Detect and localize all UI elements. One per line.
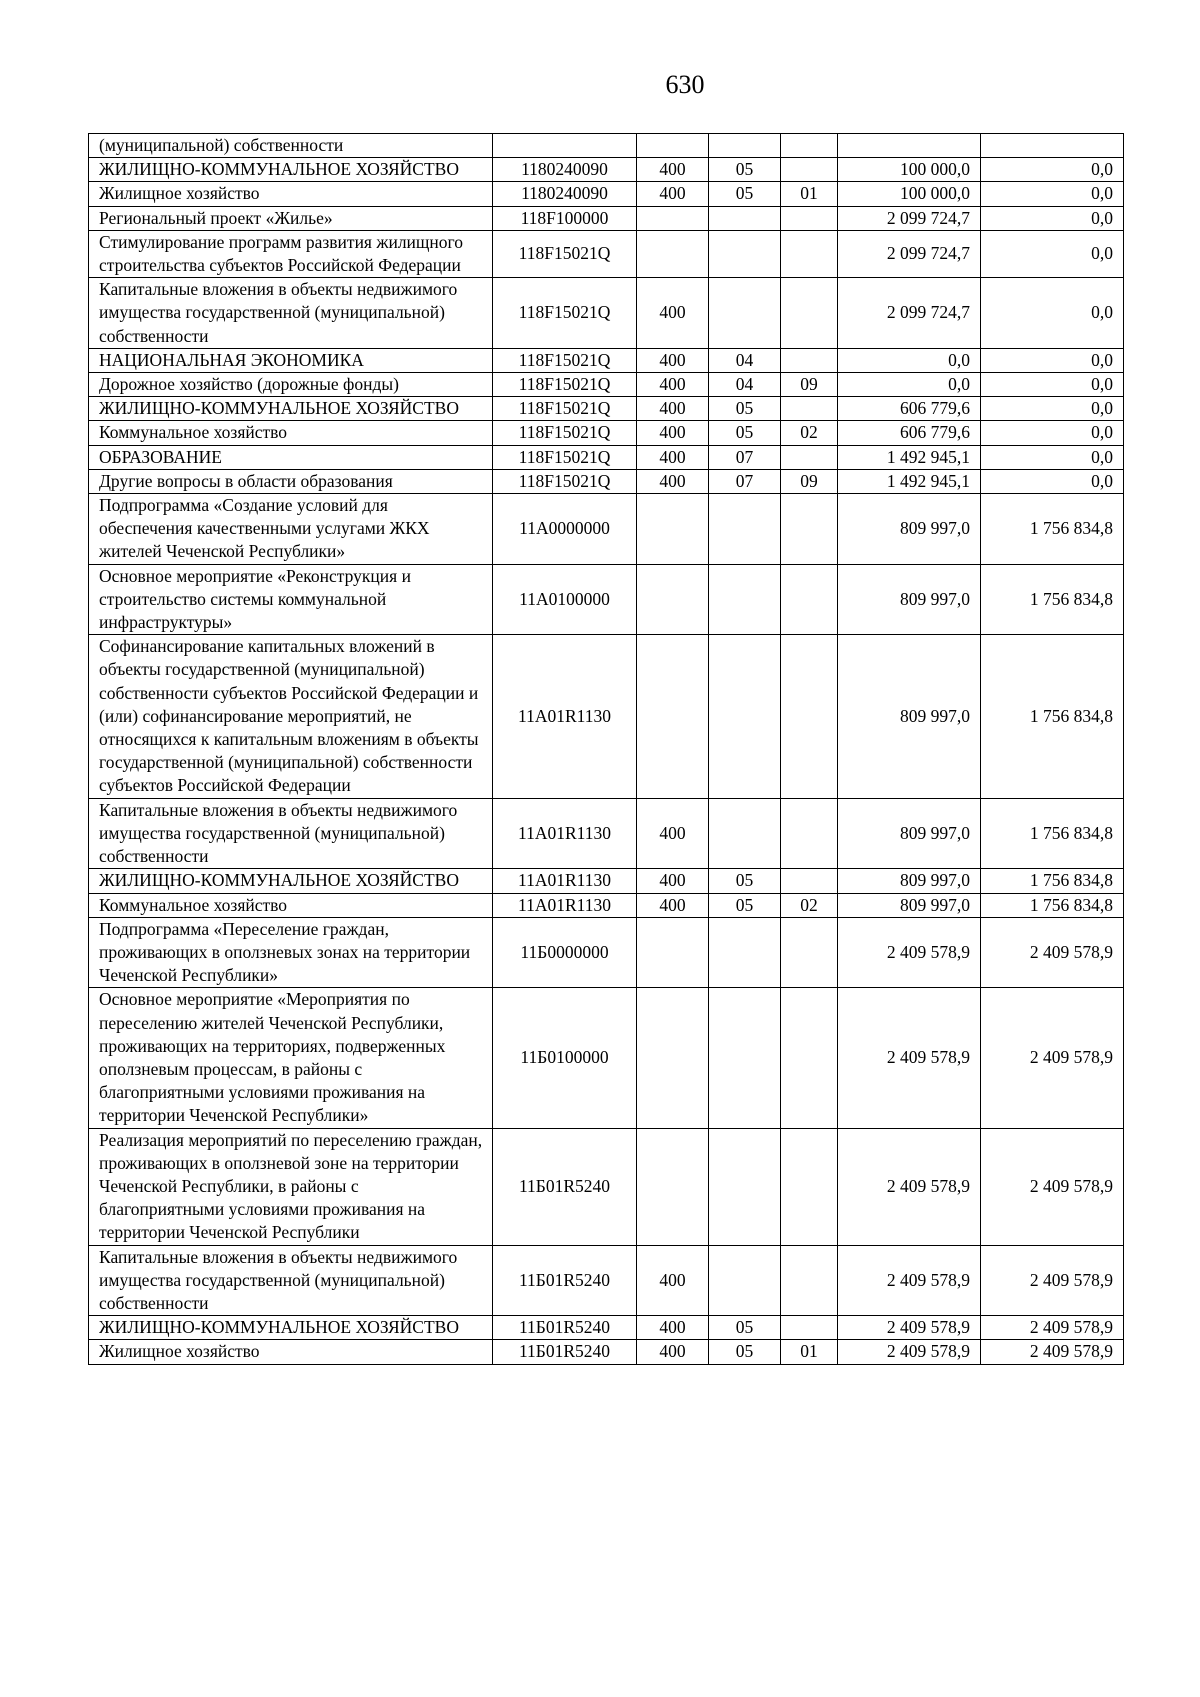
table-row [89, 635, 1124, 798]
sum-year1-cell: 809 997,0 [838, 494, 981, 565]
expense-type-cell [637, 564, 709, 635]
sum-year2-cell: 1 756 834,8 [981, 494, 1124, 565]
row-name-cell: Основное мероприятие «Мероприятия по переселению жителей Чеченской Республики, проживающих на территориях, подверженных оползневым процессам, в районы с благоприятными условиями проживания на территории Чеченской Республики» [89, 988, 493, 1128]
section-cell [709, 278, 781, 349]
section-cell [709, 988, 781, 1128]
subsection-cell [781, 230, 838, 277]
table-row [89, 134, 1124, 158]
sum-year1-cell: 2 409 578,9 [838, 1128, 981, 1245]
row-name-cell: Подпрограмма «Создание условий для обеспечения качественными услугами ЖКХ жителей Чеченской Республики» [89, 494, 493, 565]
section-cell [709, 564, 781, 635]
table-row [89, 278, 1124, 349]
sum-year2-cell [981, 134, 1124, 158]
subsection-cell: 09 [781, 469, 838, 493]
sum-year1-cell: 809 997,0 [838, 635, 981, 798]
table-row [89, 869, 1124, 893]
target-article-cell [493, 134, 637, 158]
subsection-cell [781, 134, 838, 158]
section-cell [709, 1245, 781, 1316]
table-row [89, 206, 1124, 230]
target-article-cell: 11Б01R5240 [493, 1245, 637, 1316]
expense-type-cell: 400 [637, 1245, 709, 1316]
subsection-cell [781, 917, 838, 988]
sum-year1-cell: 100 000,0 [838, 182, 981, 206]
subsection-cell [781, 635, 838, 798]
table-row [89, 182, 1124, 206]
expense-type-cell: 400 [637, 893, 709, 917]
target-article-cell: 118F15021Q [493, 348, 637, 372]
section-cell: 05 [709, 397, 781, 421]
sum-year1-cell: 2 409 578,9 [838, 1316, 981, 1340]
section-cell [709, 206, 781, 230]
sum-year2-cell: 0,0 [981, 230, 1124, 277]
sum-year1-cell: 0,0 [838, 348, 981, 372]
sum-year2-cell: 0,0 [981, 421, 1124, 445]
subsection-cell [781, 564, 838, 635]
sum-year2-cell: 1 756 834,8 [981, 635, 1124, 798]
row-name-cell: Основное мероприятие «Реконструкция и строительство системы коммунальной инфраструктуры» [89, 564, 493, 635]
sum-year1-cell: 809 997,0 [838, 564, 981, 635]
section-cell [709, 917, 781, 988]
expense-type-cell: 400 [637, 158, 709, 182]
table-row [89, 1245, 1124, 1316]
sum-year1-cell: 2 099 724,7 [838, 278, 981, 349]
sum-year1-cell: 2 409 578,9 [838, 1340, 981, 1364]
sum-year2-cell: 2 409 578,9 [981, 917, 1124, 988]
row-name-cell: Капитальные вложения в объекты недвижимого имущества государственной (муниципальной) собственности [89, 278, 493, 349]
target-article-cell: 118F15021Q [493, 230, 637, 277]
table-row [89, 421, 1124, 445]
sum-year1-cell: 2 099 724,7 [838, 206, 981, 230]
section-cell: 05 [709, 869, 781, 893]
table-row [89, 397, 1124, 421]
sum-year2-cell: 2 409 578,9 [981, 1316, 1124, 1340]
expense-type-cell [637, 230, 709, 277]
subsection-cell [781, 397, 838, 421]
sum-year1-cell: 809 997,0 [838, 869, 981, 893]
section-cell [709, 230, 781, 277]
page-number: 630 [665, 70, 705, 99]
subsection-cell [781, 445, 838, 469]
subsection-cell [781, 988, 838, 1128]
table-row [89, 469, 1124, 493]
sum-year2-cell: 2 409 578,9 [981, 1128, 1124, 1245]
target-article-cell: 1180240090 [493, 182, 637, 206]
target-article-cell: 11А01R1130 [493, 635, 637, 798]
section-cell: 04 [709, 373, 781, 397]
subsection-cell [781, 1245, 838, 1316]
subsection-cell [781, 158, 838, 182]
row-name-cell: ЖИЛИЩНО-КОММУНАЛЬНОЕ ХОЗЯЙСТВО [89, 1316, 493, 1340]
table-row [89, 230, 1124, 277]
subsection-cell [781, 348, 838, 372]
sum-year2-cell: 0,0 [981, 182, 1124, 206]
expense-type-cell: 400 [637, 869, 709, 893]
sum-year1-cell: 809 997,0 [838, 893, 981, 917]
expense-type-cell [637, 1128, 709, 1245]
expense-type-cell: 400 [637, 348, 709, 372]
table-row [89, 348, 1124, 372]
sum-year1-cell: 606 779,6 [838, 397, 981, 421]
target-article-cell: 118F15021Q [493, 445, 637, 469]
target-article-cell: 118F15021Q [493, 373, 637, 397]
table-row [89, 1128, 1124, 1245]
expense-type-cell [637, 494, 709, 565]
expense-type-cell [637, 635, 709, 798]
subsection-cell: 02 [781, 893, 838, 917]
section-cell: 05 [709, 421, 781, 445]
sum-year2-cell: 1 756 834,8 [981, 798, 1124, 869]
expense-type-cell: 400 [637, 798, 709, 869]
sum-year1-cell: 809 997,0 [838, 798, 981, 869]
table-row [89, 798, 1124, 869]
expense-type-cell: 400 [637, 278, 709, 349]
target-article-cell: 11А0000000 [493, 494, 637, 565]
expense-type-cell: 400 [637, 397, 709, 421]
table-row [89, 494, 1124, 565]
sum-year2-cell: 0,0 [981, 158, 1124, 182]
sum-year2-cell: 1 756 834,8 [981, 564, 1124, 635]
subsection-cell [781, 869, 838, 893]
sum-year2-cell: 2 409 578,9 [981, 1245, 1124, 1316]
sum-year2-cell: 0,0 [981, 469, 1124, 493]
table-row [89, 988, 1124, 1128]
subsection-cell [781, 278, 838, 349]
section-cell [709, 494, 781, 565]
expense-type-cell: 400 [637, 182, 709, 206]
row-name-cell: Региональный проект «Жилье» [89, 206, 493, 230]
row-name-cell: Реализация мероприятий по переселению граждан, проживающих в оползневой зоне на территории Чеченской Республики, в районы с благоприятными условиями проживания на территории Чеченской Республики [89, 1128, 493, 1245]
expense-type-cell [637, 134, 709, 158]
target-article-cell: 1180240090 [493, 158, 637, 182]
row-name-cell: Софинансирование капитальных вложений в объекты государственной (муниципальной) собственности субъектов Российской Федерации и (или) софинансирование мероприятий, не относящихся к капитальным вложениям в объекты государственной (муниципальной) собственности субъектов Российской Федерации [89, 635, 493, 798]
row-name-cell: Коммунальное хозяйство [89, 893, 493, 917]
sum-year1-cell: 1 492 945,1 [838, 445, 981, 469]
subsection-cell [781, 798, 838, 869]
target-article-cell: 118F15021Q [493, 421, 637, 445]
row-name-cell: Жилищное хозяйство [89, 182, 493, 206]
sum-year2-cell: 2 409 578,9 [981, 1340, 1124, 1364]
section-cell [709, 798, 781, 869]
expense-type-cell: 400 [637, 373, 709, 397]
row-name-cell: ЖИЛИЩНО-КОММУНАЛЬНОЕ ХОЗЯЙСТВО [89, 397, 493, 421]
subsection-cell: 09 [781, 373, 838, 397]
expense-type-cell: 400 [637, 445, 709, 469]
section-cell: 05 [709, 158, 781, 182]
section-cell [709, 134, 781, 158]
expense-type-cell [637, 988, 709, 1128]
target-article-cell: 11А01R1130 [493, 798, 637, 869]
subsection-cell: 02 [781, 421, 838, 445]
sum-year2-cell: 0,0 [981, 373, 1124, 397]
section-cell: 05 [709, 1340, 781, 1364]
sum-year1-cell [838, 134, 981, 158]
subsection-cell: 01 [781, 1340, 838, 1364]
target-article-cell: 11Б01R5240 [493, 1128, 637, 1245]
sum-year2-cell: 1 756 834,8 [981, 869, 1124, 893]
sum-year1-cell: 2 409 578,9 [838, 917, 981, 988]
expense-type-cell [637, 917, 709, 988]
row-name-cell: Стимулирование программ развития жилищного строительства субъектов Российской Федерации [89, 230, 493, 277]
section-cell [709, 1128, 781, 1245]
target-article-cell: 11Б01R5240 [493, 1316, 637, 1340]
row-name-cell: ОБРАЗОВАНИЕ [89, 445, 493, 469]
sum-year1-cell: 2 099 724,7 [838, 230, 981, 277]
sum-year2-cell: 0,0 [981, 278, 1124, 349]
sum-year1-cell: 1 492 945,1 [838, 469, 981, 493]
row-name-cell: Коммунальное хозяйство [89, 421, 493, 445]
subsection-cell [781, 1316, 838, 1340]
sum-year2-cell: 0,0 [981, 206, 1124, 230]
row-name-cell: ЖИЛИЩНО-КОММУНАЛЬНОЕ ХОЗЯЙСТВО [89, 158, 493, 182]
expense-type-cell: 400 [637, 1316, 709, 1340]
target-article-cell: 11А01R1130 [493, 869, 637, 893]
section-cell: 07 [709, 469, 781, 493]
sum-year2-cell: 0,0 [981, 397, 1124, 421]
row-name-cell: Дорожное хозяйство (дорожные фонды) [89, 373, 493, 397]
expense-type-cell: 400 [637, 469, 709, 493]
target-article-cell: 11Б0000000 [493, 917, 637, 988]
section-cell: 05 [709, 182, 781, 206]
target-article-cell: 11А01R1130 [493, 893, 637, 917]
row-name-cell: Другие вопросы в области образования [89, 469, 493, 493]
section-cell: 07 [709, 445, 781, 469]
section-cell: 05 [709, 1316, 781, 1340]
row-name-cell: Капитальные вложения в объекты недвижимого имущества государственной (муниципальной) собственности [89, 798, 493, 869]
sum-year2-cell: 1 756 834,8 [981, 893, 1124, 917]
row-name-cell: НАЦИОНАЛЬНАЯ ЭКОНОМИКА [89, 348, 493, 372]
expense-type-cell: 400 [637, 421, 709, 445]
row-name-cell: Подпрограмма «Переселение граждан, проживающих в оползневых зонах на территории Чеченской Республики» [89, 917, 493, 988]
row-name-cell: (муниципальной) собственности [89, 134, 493, 158]
table-row [89, 564, 1124, 635]
sum-year1-cell: 2 409 578,9 [838, 988, 981, 1128]
section-cell: 04 [709, 348, 781, 372]
table-row [89, 917, 1124, 988]
sum-year1-cell: 100 000,0 [838, 158, 981, 182]
table-row [89, 1340, 1124, 1364]
sum-year1-cell: 606 779,6 [838, 421, 981, 445]
section-cell [709, 635, 781, 798]
sum-year1-cell: 0,0 [838, 373, 981, 397]
target-article-cell: 118F15021Q [493, 397, 637, 421]
sum-year2-cell: 0,0 [981, 348, 1124, 372]
row-name-cell: ЖИЛИЩНО-КОММУНАЛЬНОЕ ХОЗЯЙСТВО [89, 869, 493, 893]
subsection-cell [781, 206, 838, 230]
target-article-cell: 118F15021Q [493, 278, 637, 349]
table-body [89, 134, 1124, 1365]
sum-year2-cell: 2 409 578,9 [981, 988, 1124, 1128]
budget-table [88, 133, 1124, 1365]
table-row [89, 893, 1124, 917]
target-article-cell: 118F100000 [493, 206, 637, 230]
expense-type-cell: 400 [637, 1340, 709, 1364]
sum-year1-cell: 2 409 578,9 [838, 1245, 981, 1316]
subsection-cell [781, 1128, 838, 1245]
target-article-cell: 118F15021Q [493, 469, 637, 493]
expense-type-cell [637, 206, 709, 230]
table-row [89, 445, 1124, 469]
target-article-cell: 11А0100000 [493, 564, 637, 635]
subsection-cell: 01 [781, 182, 838, 206]
section-cell: 05 [709, 893, 781, 917]
target-article-cell: 11Б0100000 [493, 988, 637, 1128]
row-name-cell: Капитальные вложения в объекты недвижимого имущества государственной (муниципальной) собственности [89, 1245, 493, 1316]
table-row [89, 373, 1124, 397]
table-row [89, 1316, 1124, 1340]
sum-year2-cell: 0,0 [981, 445, 1124, 469]
row-name-cell: Жилищное хозяйство [89, 1340, 493, 1364]
subsection-cell [781, 494, 838, 565]
target-article-cell: 11Б01R5240 [493, 1340, 637, 1364]
table-row [89, 158, 1124, 182]
